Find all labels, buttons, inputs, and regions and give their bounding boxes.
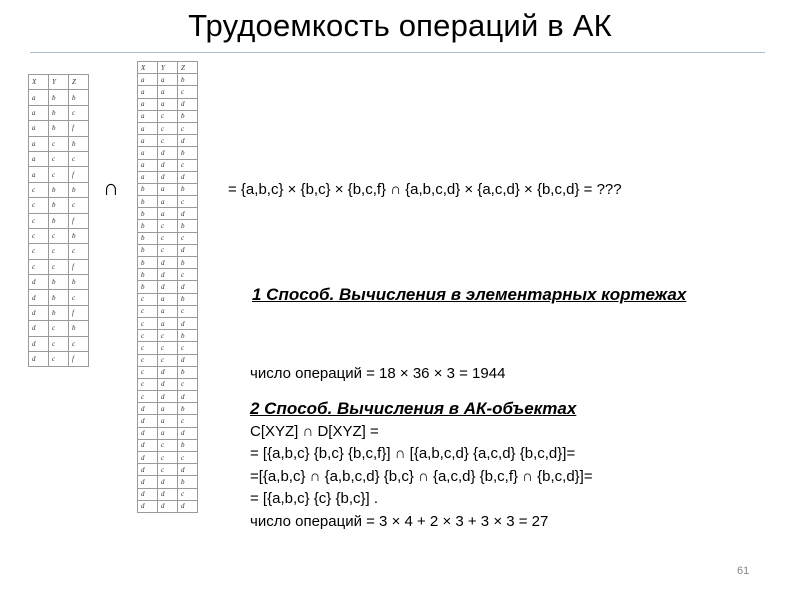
table-cell: d — [138, 500, 158, 512]
table-row — [138, 391, 198, 403]
table-cell: b — [178, 74, 198, 86]
table-cell: c — [29, 198, 49, 213]
method2-line-2: = [{a,b,c} {b,c} {b,c,f}] ∩ [{a,b,c,d} {a,c,d} {b,c,d}]= — [250, 445, 576, 462]
table-cell: a — [138, 110, 158, 122]
table-row — [138, 171, 198, 183]
table-cell: d — [158, 281, 178, 293]
table-row — [138, 415, 198, 427]
table-cell: c — [49, 244, 69, 259]
table-cell: c — [178, 86, 198, 98]
table-cell: a — [138, 147, 158, 159]
table-row — [138, 244, 198, 256]
table-cell: d — [158, 257, 178, 269]
table-cell: b — [178, 147, 198, 159]
table-cell: a — [158, 98, 178, 110]
table-cell: c — [69, 105, 89, 120]
method2-line-1: C[XYZ] ∩ D[XYZ] = — [250, 422, 379, 440]
table-row — [138, 232, 198, 244]
table-cell: a — [138, 122, 158, 134]
table-row — [29, 213, 89, 228]
table-cell: b — [69, 275, 89, 290]
table-cell: b — [178, 366, 198, 378]
table-cell: a — [158, 208, 178, 220]
table-row — [138, 98, 198, 110]
table-row — [29, 275, 89, 290]
table-cell: c — [178, 415, 198, 427]
method2-block — [250, 398, 593, 533]
table-row — [138, 317, 198, 329]
table-header-row — [29, 75, 89, 90]
table-cell: d — [138, 476, 158, 488]
table-cell: a — [29, 151, 49, 166]
table-cell: a — [29, 105, 49, 120]
table-cell: d — [29, 321, 49, 336]
table-row — [29, 198, 89, 213]
table-row — [29, 244, 89, 259]
table-row — [138, 74, 198, 86]
table-cell: d — [178, 281, 198, 293]
table-cell: c — [69, 151, 89, 166]
method2-operation-count: число операций = 3 × 4 + 2 × 3 + 3 × 3 = 27 — [250, 512, 549, 530]
table-cell: a — [158, 293, 178, 305]
table-cell: c — [49, 167, 69, 182]
table-cell: c — [49, 151, 69, 166]
table-cell: c — [158, 232, 178, 244]
table-cell: a — [138, 98, 158, 110]
table-cell: b — [49, 90, 69, 105]
table-cell: b — [49, 198, 69, 213]
table-row — [138, 500, 198, 512]
table-row — [29, 336, 89, 351]
table-cell: c — [138, 330, 158, 342]
table-cell: d — [158, 476, 178, 488]
table-row — [138, 147, 198, 159]
table-row — [138, 342, 198, 354]
table-cell: d — [158, 159, 178, 171]
table-cell: b — [138, 244, 158, 256]
table-cell: d — [138, 403, 158, 415]
table-cell: b — [178, 220, 198, 232]
table-cell: d — [138, 488, 158, 500]
table-row — [138, 378, 198, 390]
table-header-cell: Z — [178, 62, 198, 74]
table-cell: d — [178, 354, 198, 366]
table-cell: b — [49, 105, 69, 120]
table-row — [138, 488, 198, 500]
table-row — [29, 90, 89, 105]
table-cell: d — [178, 464, 198, 476]
table-cell: b — [69, 228, 89, 243]
table-cell: c — [69, 336, 89, 351]
method2-line-4: = [{a,b,c} {c} {b,c}] . — [250, 490, 379, 507]
intersection-symbol: ∩ — [103, 175, 119, 200]
table-cell: d — [29, 336, 49, 351]
table-cell: d — [29, 305, 49, 320]
table-cell: c — [29, 244, 49, 259]
table-cell: c — [49, 352, 69, 367]
table-cell: d — [178, 208, 198, 220]
table-cell: a — [158, 86, 178, 98]
table-cell: c — [69, 244, 89, 259]
table-row — [138, 403, 198, 415]
table-cell: c — [158, 330, 178, 342]
table-cell: d — [158, 171, 178, 183]
table-row — [29, 352, 89, 367]
table-row — [29, 167, 89, 182]
table-cell: a — [158, 415, 178, 427]
table-cell: a — [29, 136, 49, 151]
table-row — [138, 220, 198, 232]
table-cell: c — [158, 244, 178, 256]
table-cell: b — [69, 321, 89, 336]
table-cell: d — [178, 500, 198, 512]
table-cell: c — [49, 259, 69, 274]
table-cell: c — [158, 452, 178, 464]
table-cell: c — [49, 228, 69, 243]
table-cell: b — [69, 136, 89, 151]
table-cell: a — [29, 167, 49, 182]
table-row — [138, 159, 198, 171]
table-cell: d — [158, 391, 178, 403]
page-number: 61 — [737, 565, 750, 577]
table-cell: c — [158, 135, 178, 147]
table-cell: b — [49, 213, 69, 228]
table-cell: b — [178, 439, 198, 451]
table-row — [29, 105, 89, 120]
table-row — [138, 354, 198, 366]
table-cell: c — [138, 366, 158, 378]
table-cell: b — [69, 90, 89, 105]
table-cell: d — [138, 439, 158, 451]
table-row — [138, 330, 198, 342]
table-row — [138, 305, 198, 317]
table-cell: f — [69, 167, 89, 182]
table-cell: b — [49, 305, 69, 320]
table-cell: a — [158, 196, 178, 208]
table-cell: b — [49, 182, 69, 197]
table-cell: b — [69, 182, 89, 197]
table-cell: b — [178, 293, 198, 305]
table-cell: b — [138, 232, 158, 244]
method1-operation-count: число операций = 18 × 36 × 3 = 1944 — [250, 365, 506, 382]
table-header-row — [138, 62, 198, 74]
table-cell: f — [69, 305, 89, 320]
table-cell: c — [158, 354, 178, 366]
table-cell: c — [178, 488, 198, 500]
table-cell: b — [49, 290, 69, 305]
table-cell: b — [138, 208, 158, 220]
table-cell: a — [138, 135, 158, 147]
intersection-equation: = {a,b,c} × {b,c} × {b,c,f} ∩ {a,b,c,d} × {a,c,d} × {b,c,d} = ??? — [228, 181, 622, 198]
method2-heading: 2 Способ. Вычисления в АК-объектах — [250, 399, 577, 418]
table-header-cell: Y — [158, 62, 178, 74]
table-cell: b — [49, 275, 69, 290]
table-row — [138, 135, 198, 147]
table-cell: a — [158, 183, 178, 195]
table-cell: c — [178, 342, 198, 354]
table-cell: c — [178, 378, 198, 390]
table-row — [29, 121, 89, 136]
table-cell: b — [178, 110, 198, 122]
table-cell: d — [158, 500, 178, 512]
relation-table-c — [28, 74, 89, 367]
table-cell: a — [29, 90, 49, 105]
table-cell: c — [138, 293, 158, 305]
table-row — [138, 110, 198, 122]
table-row — [29, 182, 89, 197]
table-cell: a — [158, 427, 178, 439]
table-cell: c — [158, 439, 178, 451]
table-row — [138, 427, 198, 439]
table-cell: c — [69, 198, 89, 213]
table-cell: d — [29, 275, 49, 290]
table-cell: d — [138, 452, 158, 464]
table-cell: d — [138, 464, 158, 476]
table-cell: b — [178, 183, 198, 195]
table-cell: c — [138, 354, 158, 366]
table-cell: c — [138, 317, 158, 329]
table-cell: c — [178, 196, 198, 208]
table-cell: b — [138, 196, 158, 208]
table-row — [138, 281, 198, 293]
table-row — [29, 321, 89, 336]
table-cell: c — [178, 269, 198, 281]
table-row — [138, 293, 198, 305]
table-cell: f — [69, 121, 89, 136]
table-cell: c — [158, 464, 178, 476]
table-cell: c — [138, 378, 158, 390]
table-cell: f — [69, 213, 89, 228]
table-header-cell: Y — [49, 75, 69, 90]
title-divider — [30, 52, 765, 53]
table-row — [138, 269, 198, 281]
table-row — [29, 228, 89, 243]
table-row — [138, 366, 198, 378]
table-cell: c — [29, 259, 49, 274]
table-cell: a — [138, 171, 158, 183]
table-cell: b — [178, 257, 198, 269]
table-row — [29, 151, 89, 166]
table-cell: b — [138, 257, 158, 269]
table-cell: c — [49, 136, 69, 151]
table-cell: b — [178, 403, 198, 415]
table-cell: d — [178, 317, 198, 329]
table-cell: c — [138, 305, 158, 317]
table-cell: a — [138, 86, 158, 98]
table-cell: c — [29, 182, 49, 197]
table-cell: c — [49, 336, 69, 351]
table-cell: d — [178, 135, 198, 147]
table-cell: a — [158, 305, 178, 317]
slide-title: Трудоемкость операций в АК — [188, 8, 612, 43]
table-cell: c — [49, 321, 69, 336]
table-cell: b — [178, 330, 198, 342]
table-cell: b — [49, 121, 69, 136]
table-header-cell: Z — [69, 75, 89, 90]
table-cell: c — [178, 452, 198, 464]
table-row — [29, 305, 89, 320]
table-cell: b — [138, 220, 158, 232]
table-row — [138, 476, 198, 488]
table-cell: c — [29, 213, 49, 228]
table-cell: c — [158, 342, 178, 354]
table-cell: d — [29, 290, 49, 305]
table-row — [138, 208, 198, 220]
table-cell: a — [158, 317, 178, 329]
relation-table-d — [137, 61, 198, 513]
table-row — [138, 257, 198, 269]
table-cell: d — [158, 488, 178, 500]
table-cell: a — [138, 74, 158, 86]
table-row — [138, 439, 198, 451]
table-cell: b — [138, 269, 158, 281]
table-cell: c — [158, 110, 178, 122]
table-cell: d — [138, 415, 158, 427]
table-row — [138, 464, 198, 476]
table-cell: b — [138, 281, 158, 293]
table-cell: c — [158, 122, 178, 134]
table-cell: d — [29, 352, 49, 367]
table-cell: c — [178, 122, 198, 134]
table-row — [29, 259, 89, 274]
table-cell: c — [158, 220, 178, 232]
table-row — [29, 136, 89, 151]
table-cell: c — [138, 391, 158, 403]
table-row — [138, 452, 198, 464]
table-cell: a — [138, 159, 158, 171]
table-cell: a — [158, 403, 178, 415]
table-cell: c — [69, 290, 89, 305]
table-row — [138, 183, 198, 195]
table-header-cell: X — [29, 75, 49, 90]
table-cell: d — [178, 98, 198, 110]
table-cell: d — [158, 366, 178, 378]
table-cell: d — [138, 427, 158, 439]
table-cell: c — [29, 228, 49, 243]
table-cell: d — [158, 378, 178, 390]
table-row — [138, 122, 198, 134]
table-cell: d — [178, 427, 198, 439]
table-cell: c — [178, 305, 198, 317]
table-cell: a — [29, 121, 49, 136]
table-cell: f — [69, 259, 89, 274]
table-cell: a — [158, 74, 178, 86]
method1-heading: 1 Способ. Вычисления в элементарных кортежах — [252, 285, 687, 304]
table-cell: b — [178, 476, 198, 488]
table-cell: c — [138, 342, 158, 354]
table-cell: c — [178, 232, 198, 244]
table-cell: f — [69, 352, 89, 367]
table-header-cell: X — [138, 62, 158, 74]
table-cell: d — [178, 171, 198, 183]
table-cell: d — [158, 269, 178, 281]
method2-line-3: =[{a,b,c} ∩ {a,b,c,d} {b,c} ∩ {a,c,d} {b,c,f} ∩ {b,c,d}]= — [250, 467, 593, 485]
table-cell: c — [178, 159, 198, 171]
table-cell: d — [178, 244, 198, 256]
table-cell: d — [178, 391, 198, 403]
table-row — [138, 196, 198, 208]
table-cell: d — [158, 147, 178, 159]
table-cell: b — [138, 183, 158, 195]
table-row — [138, 86, 198, 98]
table-row — [29, 290, 89, 305]
